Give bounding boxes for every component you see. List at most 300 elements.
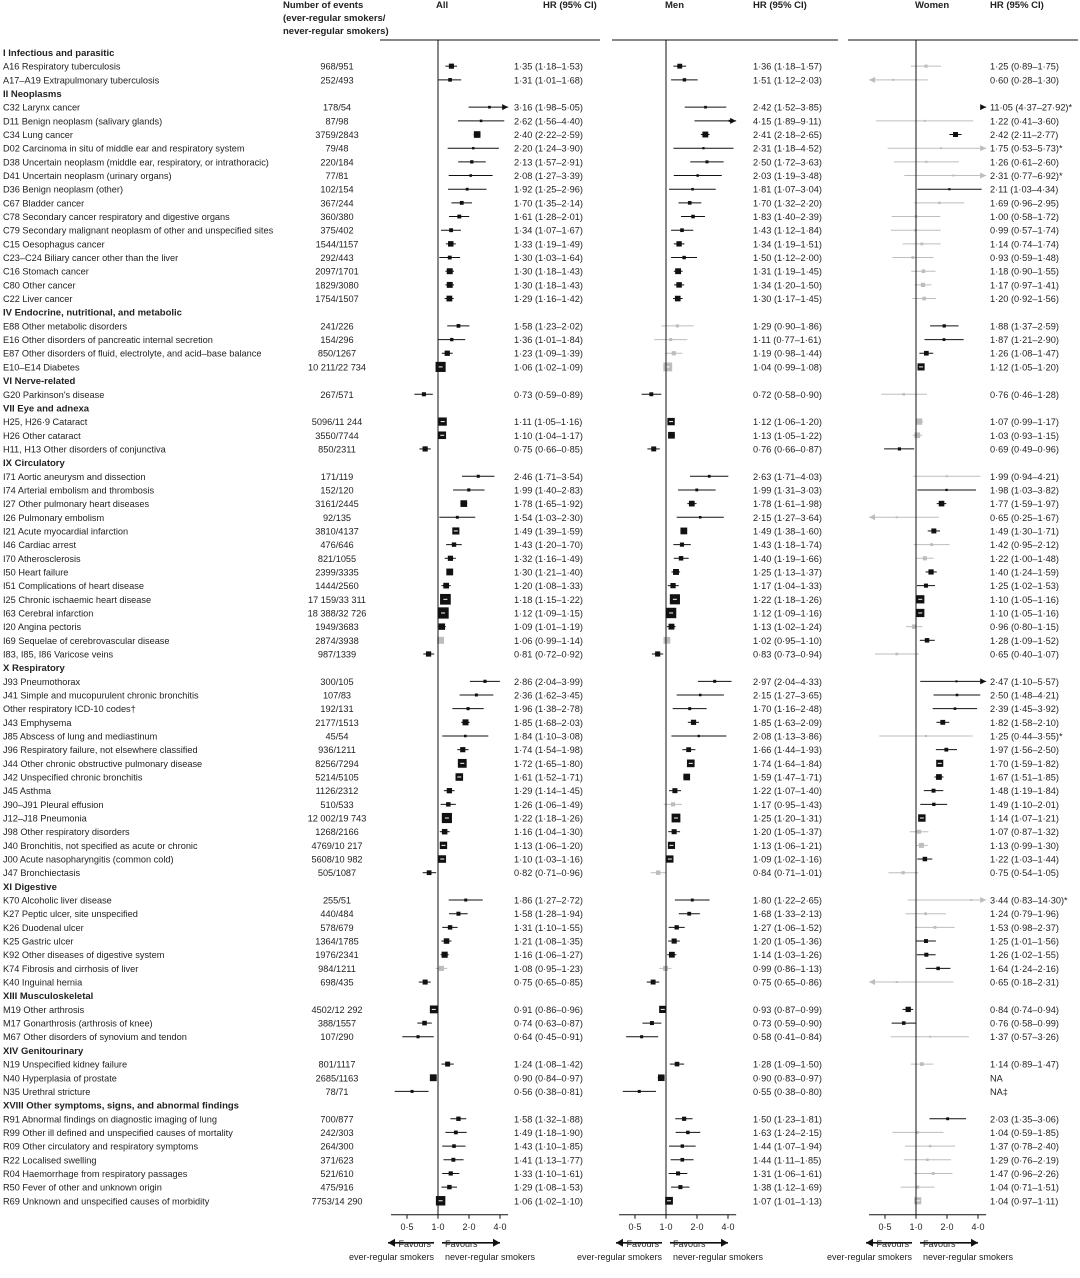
hr-box-women	[970, 899, 972, 901]
hr-ci-all: 1·26 (1·06–1·49)	[514, 799, 583, 810]
hr-ci-men: 4·15 (1·89–9·11)	[753, 116, 822, 127]
hr-box-all	[423, 980, 428, 985]
hr-ci-all: 1·30 (1·18–1·43)	[514, 280, 583, 291]
hr-ci-all: 0·91 (0·86–0·96)	[514, 1004, 583, 1015]
outcome-label: E87 Other disorders of fluid, electrolyte, and acid–base balance	[3, 348, 262, 359]
outcome-row	[3, 937, 1059, 947]
hr-box-all	[469, 174, 472, 177]
hr-box-all	[442, 952, 448, 958]
outcome-label: R91 Abnormal findings on diagnostic imaging of lung	[3, 1114, 217, 1125]
hr-ci-all: 0·75 (0·65–0·85)	[514, 977, 583, 988]
events-value: 18 388/32 726	[307, 608, 367, 619]
hr-ci-women: 2·03 (1·35–3·06)	[990, 1114, 1059, 1125]
hr-ci-all: 1·23 (1·09–1·39)	[514, 348, 583, 359]
outcome-label: N35 Urethral stricture	[3, 1086, 91, 1097]
outcome-row	[3, 253, 1059, 263]
hr-men-header: HR (95% CI)	[753, 0, 807, 11]
hr-ci-men: 1·22 (1·07–1·40)	[753, 786, 822, 797]
hr-ci-all: 1·10 (1·04–1·17)	[514, 430, 583, 441]
hr-ci-all: 1·30 (1·18–1·43)	[514, 266, 583, 277]
hr-ci-all: 1·31 (1·01–1·68)	[514, 75, 583, 86]
hr-box-women	[943, 324, 946, 327]
hr-box-men	[650, 1021, 654, 1025]
hr-ci-men: 2·08 (1·13–3·86)	[753, 731, 822, 742]
hr-box-all	[426, 651, 431, 656]
outcome-label: D38 Uncertain neoplasm (middle ear, respiratory, or intrathoracic)	[3, 157, 269, 168]
events-value: 152/120	[320, 485, 354, 496]
category-label: VI Nerve-related	[3, 376, 76, 388]
hr-ci-women: 0·65 (0·18–2·31)	[990, 977, 1059, 988]
hr-box-men	[686, 1131, 690, 1135]
hr-box-women	[930, 543, 933, 546]
events-value: 102/154	[320, 184, 354, 195]
outcome-label: C79 Secondary malignant neoplasm of other and unspecified sites	[3, 225, 274, 236]
outcome-row	[3, 649, 1059, 659]
hr-ci-men: 1·27 (1·06–1·52)	[753, 922, 822, 933]
events-value: 1544/1157	[315, 239, 359, 250]
hr-box-men	[672, 788, 677, 793]
events-value: 4769/10 217	[311, 840, 363, 851]
outcome-label: H26 Other cataract	[3, 430, 81, 441]
ci-arrow-right-all	[502, 104, 508, 110]
events-value: 178/54	[322, 102, 352, 113]
events-value: 241/226	[320, 321, 354, 332]
hr-ci-all: 1·20 (1·08–1·33)	[514, 581, 583, 592]
events-value: 77/81	[325, 171, 349, 182]
category-row	[3, 991, 93, 1002]
hr-ci-women: 1·99 (0·94–4·21)	[990, 471, 1059, 482]
hr-ci-all: 2·62 (1·56–4·40)	[514, 116, 583, 127]
outcome-label: I71 Aortic aneurysm and dissection	[3, 471, 146, 482]
x-tick-label-men: 1·0	[659, 1221, 673, 1232]
hr-box-men	[638, 1090, 641, 1093]
hr-box-women	[938, 202, 940, 204]
hr-box-all	[457, 324, 461, 328]
hr-box-all	[452, 542, 456, 546]
outcome-row	[3, 1005, 1059, 1015]
hr-ci-men: 1·11 (0·77–1·61)	[753, 335, 822, 346]
outcome-label: C34 Lung cancer	[3, 130, 73, 141]
hr-box-all	[467, 707, 470, 710]
hr-box-women	[925, 638, 930, 643]
outcome-row	[3, 1073, 1004, 1083]
men-header: Men	[665, 0, 684, 11]
outcome-row	[3, 267, 1059, 277]
hr-box-women	[896, 516, 898, 518]
hr-box-men	[698, 735, 700, 737]
hr-ci-women: 1·20 (0·92–1·56)	[990, 294, 1059, 305]
hr-box-women	[940, 147, 942, 149]
hr-box-all	[430, 1074, 437, 1081]
events-value: 3550/7744	[315, 430, 359, 441]
hr-ci-men: 0·99 (0·86–1·13)	[753, 963, 822, 974]
hr-ci-all: 1·70 (1·35–2·14)	[514, 198, 583, 209]
favours-ever-arrowhead-all	[388, 1239, 395, 1247]
events-value: 521/610	[320, 1168, 354, 1179]
events-value: 375/402	[320, 225, 354, 236]
hr-box-men	[680, 528, 687, 535]
hr-ci-all: 0·64 (0·45–0·91)	[514, 1032, 583, 1043]
hr-box-men	[705, 160, 708, 163]
category-row	[3, 1046, 84, 1057]
hr-box-men	[676, 282, 682, 288]
hr-box-all	[449, 64, 454, 69]
events-value: 107/290	[320, 1032, 354, 1043]
outcome-row	[3, 718, 1059, 728]
hr-ci-women: 1·22 (0·41–3·60)	[990, 116, 1059, 127]
hr-ci-all: 2·13 (1·57–2·91)	[514, 157, 583, 168]
hr-ci-men: 1·40 (1·19–1·66)	[753, 553, 822, 564]
hr-box-men	[683, 78, 686, 81]
hr-ci-all: 1·86 (1·27–2·72)	[514, 895, 583, 906]
events-value: 252/493	[320, 75, 354, 86]
outcome-label: C23–C24 Biliary cancer other than the liver	[3, 253, 179, 264]
hr-ci-all: 0·56 (0·38–0·81)	[514, 1086, 583, 1097]
hr-ci-men: 1·44 (1·11–1·85)	[753, 1155, 822, 1166]
outcome-label: I20 Angina pectoris	[3, 622, 82, 633]
hr-box-women	[923, 556, 927, 560]
outcome-label: J41 Simple and mucopurulent chronic bronchitis	[3, 690, 199, 701]
outcome-label: C78 Secondary cancer respiratory and digestive organs	[3, 212, 230, 223]
outcome-row	[3, 444, 1059, 454]
outcome-label: I27 Other pulmonary heart diseases	[3, 499, 150, 510]
hr-box-all	[442, 829, 448, 835]
hr-ci-women: 0·93 (0·59–1·48)	[990, 253, 1059, 264]
outcome-row	[3, 773, 1059, 783]
category-label: XI Digestive	[3, 881, 57, 893]
hr-box-women	[932, 1172, 935, 1175]
hr-box-men	[704, 106, 707, 109]
hr-box-men	[676, 241, 681, 246]
hr-box-women	[916, 1186, 919, 1189]
outcome-row	[3, 499, 1059, 509]
events-value: 984/1211	[318, 963, 356, 974]
hr-ci-men: 0·93 (0·87–0·99)	[753, 1004, 822, 1015]
hr-ci-men: 1·36 (1·18–1·57)	[753, 61, 822, 72]
hr-ci-men: 1·19 (0·98–1·44)	[753, 348, 822, 359]
x-tick-label-women: 2·0	[940, 1221, 954, 1232]
outcome-row	[3, 103, 1072, 113]
outcome-label: A16 Respiratory tuberculosis	[3, 61, 121, 72]
outcome-label: Other respiratory ICD-10 codes†	[3, 704, 136, 715]
hr-box-all	[446, 802, 450, 806]
events-header-line3: never-regular smokers)	[283, 26, 389, 37]
hr-ci-women: 0·65 (0·40–1·07)	[990, 649, 1059, 660]
hr-box-women	[955, 680, 957, 682]
category-row	[3, 376, 76, 387]
hr-ci-all: 1·58 (1·23–2·02)	[514, 321, 583, 332]
hr-box-all	[472, 147, 474, 149]
hr-ci-women: 1·14 (0·74–1·74)	[990, 239, 1059, 250]
hr-ci-all: 1·11 (1·05–1·16)	[514, 417, 583, 428]
events-value: 700/877	[320, 1114, 354, 1125]
hr-ci-women: 0·69 (0·49–0·96)	[990, 444, 1059, 455]
hr-box-men	[669, 338, 672, 341]
hr-ci-women: 1·12 (1·05–1·20)	[990, 362, 1059, 373]
hr-ci-women: 1·04 (0·71–1·51)	[990, 1182, 1059, 1193]
hr-ci-women: 0·84 (0·74–0·94)	[990, 1004, 1059, 1015]
hr-ci-men: 1·20 (1·05–1·36)	[753, 936, 822, 947]
hr-ci-women: 2·50 (1·48–4·21)	[990, 690, 1059, 701]
hr-box-men	[688, 707, 691, 710]
hr-box-women	[919, 843, 924, 848]
hr-ci-men: 1·07 (1·01–1·13)	[753, 1196, 822, 1207]
hr-ci-men: 1·12 (1·06–1·20)	[753, 417, 822, 428]
hr-ci-all: 1·12 (1·09–1·15)	[514, 608, 583, 619]
outcome-row	[3, 622, 1059, 632]
outcome-row	[3, 1060, 1059, 1070]
hr-ci-men: 1·20 (1·05–1·37)	[753, 827, 822, 838]
hr-box-women	[925, 161, 927, 163]
events-value: 92/135	[322, 512, 352, 523]
header	[283, 0, 1078, 40]
hr-ci-men: 1·43 (1·18–1·74)	[753, 540, 822, 551]
hr-box-men	[651, 980, 656, 985]
hr-box-all	[444, 938, 450, 944]
outcome-row	[3, 950, 1059, 960]
hr-box-men	[656, 871, 660, 875]
outcome-label: I26 Pulmonary embolism	[3, 512, 105, 523]
outcome-row	[3, 349, 1059, 359]
hr-women-header: HR (95% CI)	[990, 0, 1044, 11]
hr-ci-men: 1·44 (1·07–1·94)	[753, 1141, 822, 1152]
outcome-row	[3, 472, 1059, 482]
hr-ci-all: 2·20 (1·24–3·90)	[514, 143, 583, 154]
hr-ci-men: 0·73 (0·59–0·90)	[753, 1018, 822, 1029]
hr-box-all	[449, 1171, 453, 1175]
favours-never-label-women: Favours	[923, 1238, 956, 1249]
hr-box-all	[475, 693, 478, 696]
hr-ci-all: 2·36 (1·62–3·45)	[514, 690, 583, 701]
hr-ci-women: 11·05 (4·37–27·92)*	[990, 102, 1073, 113]
hr-box-women	[924, 120, 926, 122]
hr-box-women	[936, 774, 942, 780]
hr-ci-women: 0·60 (0·28–1·30)	[990, 75, 1059, 86]
hr-ci-all: 1·72 (1·65–1·80)	[514, 758, 583, 769]
hr-ci-all: 2·40 (2·22–2·59)	[514, 130, 583, 141]
hr-ci-men: 1·80 (1·22–2·65)	[753, 895, 822, 906]
outcome-row	[3, 1196, 1058, 1206]
hr-ci-men: 0·55 (0·38–0·80)	[753, 1086, 822, 1097]
events-value: 1126/2312	[315, 786, 359, 797]
hr-ci-men: 1·70 (1·32–2·20)	[753, 198, 822, 209]
hr-ci-all: 1·58 (1·32–1·88)	[514, 1114, 583, 1125]
events-value: 440/484	[320, 909, 354, 920]
all-header: All	[436, 0, 449, 11]
outcome-row	[3, 1114, 1059, 1124]
hr-box-women	[916, 418, 922, 424]
outcome-label: K74 Fibrosis and cirrhosis of liver	[3, 963, 139, 974]
events-value: 2177/1513	[315, 717, 359, 728]
outcome-label: J98 Other respiratory disorders	[3, 827, 130, 838]
category-label: IX Circulatory	[3, 458, 65, 470]
outcome-label: M67 Other disorders of synovium and tendon	[3, 1032, 187, 1043]
events-value: 17 159/33 311	[307, 594, 367, 605]
hr-ci-men: 1·83 (1·40–2·39)	[753, 212, 822, 223]
category-row	[3, 403, 90, 414]
events-value: 476/646	[320, 540, 354, 551]
events-value: 5608/10 982	[311, 854, 363, 865]
hr-ci-women: 1·37 (0·57–3·26)	[990, 1032, 1059, 1043]
events-value: 5214/5105	[315, 772, 359, 783]
hr-ci-women: 1·49 (1·30–1·71)	[990, 526, 1059, 537]
hr-box-men	[663, 637, 670, 644]
events-value: 267/571	[320, 389, 354, 400]
ci-arrow-right-women	[980, 678, 986, 684]
events-value: 505/1087	[317, 868, 357, 879]
ci-arrow-right-women	[980, 104, 986, 110]
hr-ci-women: 1·22 (1·03–1·44)	[990, 854, 1059, 865]
hr-ci-women: 3·44 (0·83–14·30)*	[990, 895, 1068, 906]
hr-box-men	[680, 228, 684, 232]
hr-ci-all: 1·06 (0·99–1·14)	[514, 635, 583, 646]
hr-ci-women: 1·29 (0·76–2·19)	[990, 1155, 1059, 1166]
hr-ci-men: 2·41 (2·18–2·65)	[753, 130, 822, 141]
hr-ci-all: 1·61 (1·28–2·01)	[514, 212, 583, 223]
hr-box-men	[702, 147, 704, 149]
hr-ci-women: 1·07 (0·87–1·32)	[990, 827, 1059, 838]
events-value: 3810/4137	[315, 526, 359, 537]
outcome-label: R50 Fever of other and unknown origin	[3, 1182, 162, 1193]
hr-ci-men: 1·74 (1·64–1·84)	[753, 758, 822, 769]
hr-ci-men: 1·51 (1·12–2·03)	[753, 75, 822, 86]
category-row	[3, 89, 62, 100]
hr-ci-women: 1·10 (1·05–1·16)	[990, 608, 1059, 619]
x-tick-label-men: 0·5	[628, 1221, 642, 1232]
events-value: 79/48	[325, 143, 349, 154]
hr-ci-all: 1·96 (1·38–2·78)	[514, 704, 583, 715]
category-row	[3, 1101, 239, 1112]
hr-ci-all: 1·92 (1·25–2·96)	[514, 184, 583, 195]
hr-ci-men: 1·43 (1·12–1·84)	[753, 225, 822, 236]
hr-ci-women: 1·25 (0·89–1·75)	[990, 61, 1059, 72]
hr-box-women	[923, 857, 927, 861]
hr-ci-women: NA	[990, 1073, 1003, 1084]
outcome-label: J93 Pneumothorax	[3, 676, 81, 687]
hr-ci-men: 1·25 (1·13–1·37)	[753, 567, 822, 578]
outcome-label: K27 Peptic ulcer, site unspecified	[3, 909, 138, 920]
outcome-row	[3, 294, 1059, 304]
category-label: II Neoplasms	[3, 89, 62, 101]
outcome-row	[3, 485, 1059, 495]
outcome-row	[3, 144, 1063, 154]
hr-box-men	[675, 1062, 680, 1067]
hr-ci-all: 1·24 (1·08–1·42)	[514, 1059, 583, 1070]
hr-box-all	[466, 188, 469, 191]
hr-ci-all: 2·46 (1·71–3·54)	[514, 471, 583, 482]
events-value: 2874/3938	[315, 635, 359, 646]
hr-box-all	[464, 735, 467, 738]
hr-box-men	[699, 516, 702, 519]
hr-box-men	[687, 912, 691, 916]
events-value: 87/98	[325, 116, 349, 127]
category-row	[3, 882, 57, 893]
outcome-row	[3, 855, 1059, 865]
hr-box-women	[915, 432, 921, 438]
hr-ci-all: 1·08 (0·95–1·23)	[514, 963, 583, 974]
events-value: 3759/2843	[315, 130, 359, 141]
events-value: 1976/2341	[315, 950, 359, 961]
events-value: 510/533	[320, 799, 354, 810]
hr-ci-all: 1·61 (1·52–1·71)	[514, 772, 583, 783]
outcome-label: A17–A19 Extrapulmonary tuberculosis	[3, 75, 160, 86]
events-value: 7753/14 290	[311, 1196, 363, 1207]
hr-box-men	[668, 432, 675, 439]
hr-ci-women: 1·82 (1·58–2·10)	[990, 717, 1059, 728]
events-value: 936/1211	[318, 745, 356, 756]
hr-ci-all: 1·10 (1·03–1·16)	[514, 854, 583, 865]
women-header: Women	[915, 0, 950, 11]
outcome-label: J47 Bronchiectasis	[3, 868, 81, 879]
favours-never-text-men: never-regular smokers	[673, 1251, 764, 1262]
hr-ci-men: 1·13 (1·06–1·21)	[753, 840, 822, 851]
hr-ci-men: 1·13 (1·05–1·22)	[753, 430, 822, 441]
hr-ci-women: 0·75 (0·54–1·05)	[990, 868, 1059, 879]
outcome-row	[3, 745, 1059, 755]
hr-box-all	[447, 788, 452, 793]
hr-ci-all: 0·90 (0·84–0·97)	[514, 1073, 583, 1084]
favours-ever-text-women: ever-regular smokers	[826, 1251, 912, 1262]
outcome-row	[3, 704, 1059, 714]
favours-never-text-women: never-regular smokers	[923, 1251, 1014, 1262]
x-tick-label-women: 0·5	[878, 1221, 892, 1232]
outcome-row	[3, 171, 1063, 181]
hr-box-men	[669, 952, 675, 958]
hr-box-women	[911, 256, 914, 259]
hr-box-women	[924, 351, 929, 356]
hr-ci-women: 1·14 (1·07–1·21)	[990, 813, 1059, 824]
hr-ci-all: 2·08 (1·27–3·39)	[514, 171, 583, 182]
outcome-row	[3, 212, 1059, 222]
hr-ci-men: 2·63 (1·71–4·03)	[753, 471, 822, 482]
favours-ever-arrowhead-women	[866, 1239, 873, 1247]
hr-ci-women: 1·07 (0·99–1·17)	[990, 417, 1059, 428]
hr-ci-women: 1·69 (0·96–2·95)	[990, 198, 1059, 209]
hr-box-men	[678, 1185, 682, 1189]
outcome-label: I50 Heart failure	[3, 567, 69, 578]
hr-box-men	[691, 188, 694, 191]
hr-ci-all: 1·85 (1·68–2·03)	[514, 717, 583, 728]
hr-box-men	[702, 132, 708, 138]
favours-ever-text-all: ever-regular smokers	[348, 1251, 434, 1262]
hr-ci-women: 1·25 (1·02–1·53)	[990, 581, 1059, 592]
outcome-label: C16 Stomach cancer	[3, 266, 89, 277]
hr-ci-men: 2·50 (1·72–3·63)	[753, 157, 822, 168]
hr-box-men	[696, 174, 699, 177]
hr-all-header: HR (95% CI)	[543, 0, 597, 11]
hr-ci-men: 1·04 (0·99–1·08)	[753, 362, 822, 373]
events-header-line1: Number of events	[283, 0, 364, 11]
outcome-label: G20 Parkinson's disease	[3, 389, 105, 400]
hr-box-men	[675, 268, 681, 274]
hr-ci-all: 0·82 (0·71–0·96)	[514, 868, 583, 879]
events-value: 987/1339	[317, 649, 357, 660]
outcome-row	[3, 690, 1059, 700]
hr-ci-women: 1·87 (1·21–2·90)	[990, 335, 1059, 346]
hr-ci-women: 0·96 (0·80–1·15)	[990, 622, 1059, 633]
hr-ci-women: 1·40 (1·24–1·59)	[990, 567, 1059, 578]
hr-ci-women: 1·26 (0·61–2·60)	[990, 157, 1059, 168]
category-label: IV Endocrine, nutritional, and metabolic	[3, 307, 182, 319]
hr-box-all	[447, 282, 453, 288]
outcome-label: I63 Cerebral infarction	[3, 608, 94, 619]
hr-ci-men: 2·42 (1·52–3·85)	[753, 102, 822, 113]
outcome-row	[3, 417, 1059, 427]
hr-ci-all: 0·75 (0·66–0·85)	[514, 444, 583, 455]
category-row	[3, 308, 182, 319]
hr-box-all	[470, 160, 473, 163]
events-value: 1444/2560	[315, 581, 359, 592]
